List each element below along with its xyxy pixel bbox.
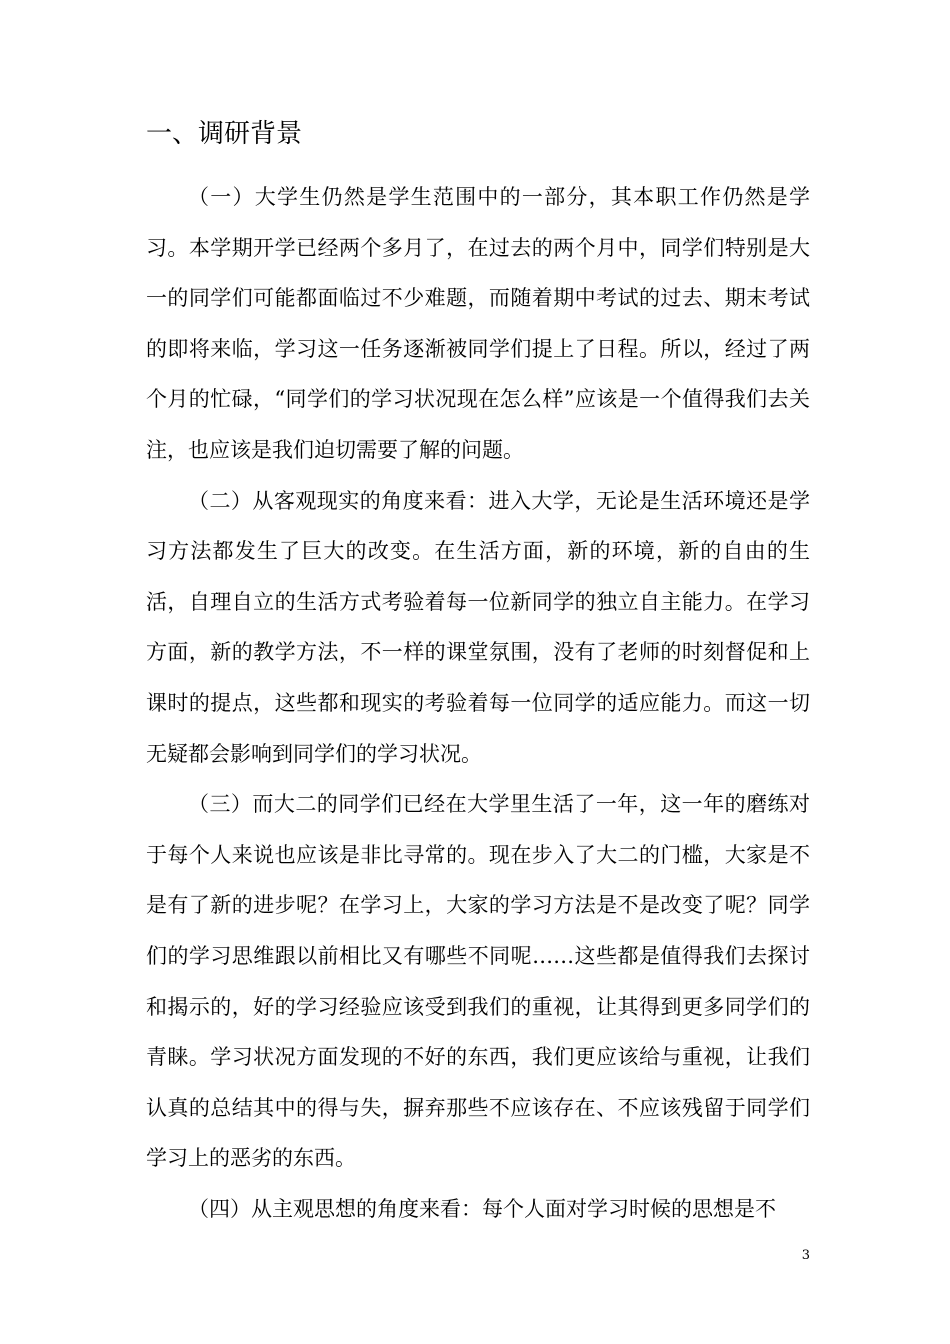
body-text [146, 172, 810, 1234]
paragraph-2: （二）从客观现实的角度来看：进入大学，无论是生活环境还是学习方法都发生了巨大的改变。在生活方面，新的环境，新的自由的生活，自理自立的生活方式考验着每一位新同学的独立自主能力。在学习方面，新的教学方法，不一样的课堂氛围，没有了老师的时刻督促和上课时的提点，这些都和现实的考验着每一位同学的适应能力。而这一切无疑都会影响到同学们的学习状况。 [146, 488, 810, 766]
page-number: 3 [801, 1248, 810, 1263]
paragraph-3: （三）而大二的同学们已经在大学里生活了一年，这一年的磨练对于每个人来说也应该是非比寻常的。现在步入了大二的门槛，大家是不是有了新的进步呢？在学习上，大家的学习方法是不是改变了呢？同学们的学习思维跟以前相比又有哪些不同呢……这些都是值得我们去探讨和揭示的，好的学习经验应该受到我们的重视，让其得到更多同学们的青睐。学习状况方面发现的不好的东西，我们更应该给与重视，让我们认真的总结其中的得与失，摒弃那些不应该存在、不应该残留于同学们学习上的恶劣的东西。 [146, 792, 810, 1171]
paragraph-4: （四）从主观思想的角度来看：每个人面对学习时候的思想是不 [188, 1196, 776, 1221]
paragraph-1: （一）大学生仍然是学生范围中的一部分，其本职工作仍然是学习。本学期开学已经两个多月了，在过去的两个月中，同学们特别是大一的同学们可能都面临过不少难题，而随着期中考试的过去、期末考试的即将来临，学习这一任务逐渐被同学们提上了日程。所以，经过了两个月的忙碌，“同学们的学习状况现在怎么样”应该是一个值得我们去关注，也应该是我们迫切需要了解的问题。 [146, 185, 810, 462]
section-heading: 一、调研背景 [146, 119, 303, 149]
